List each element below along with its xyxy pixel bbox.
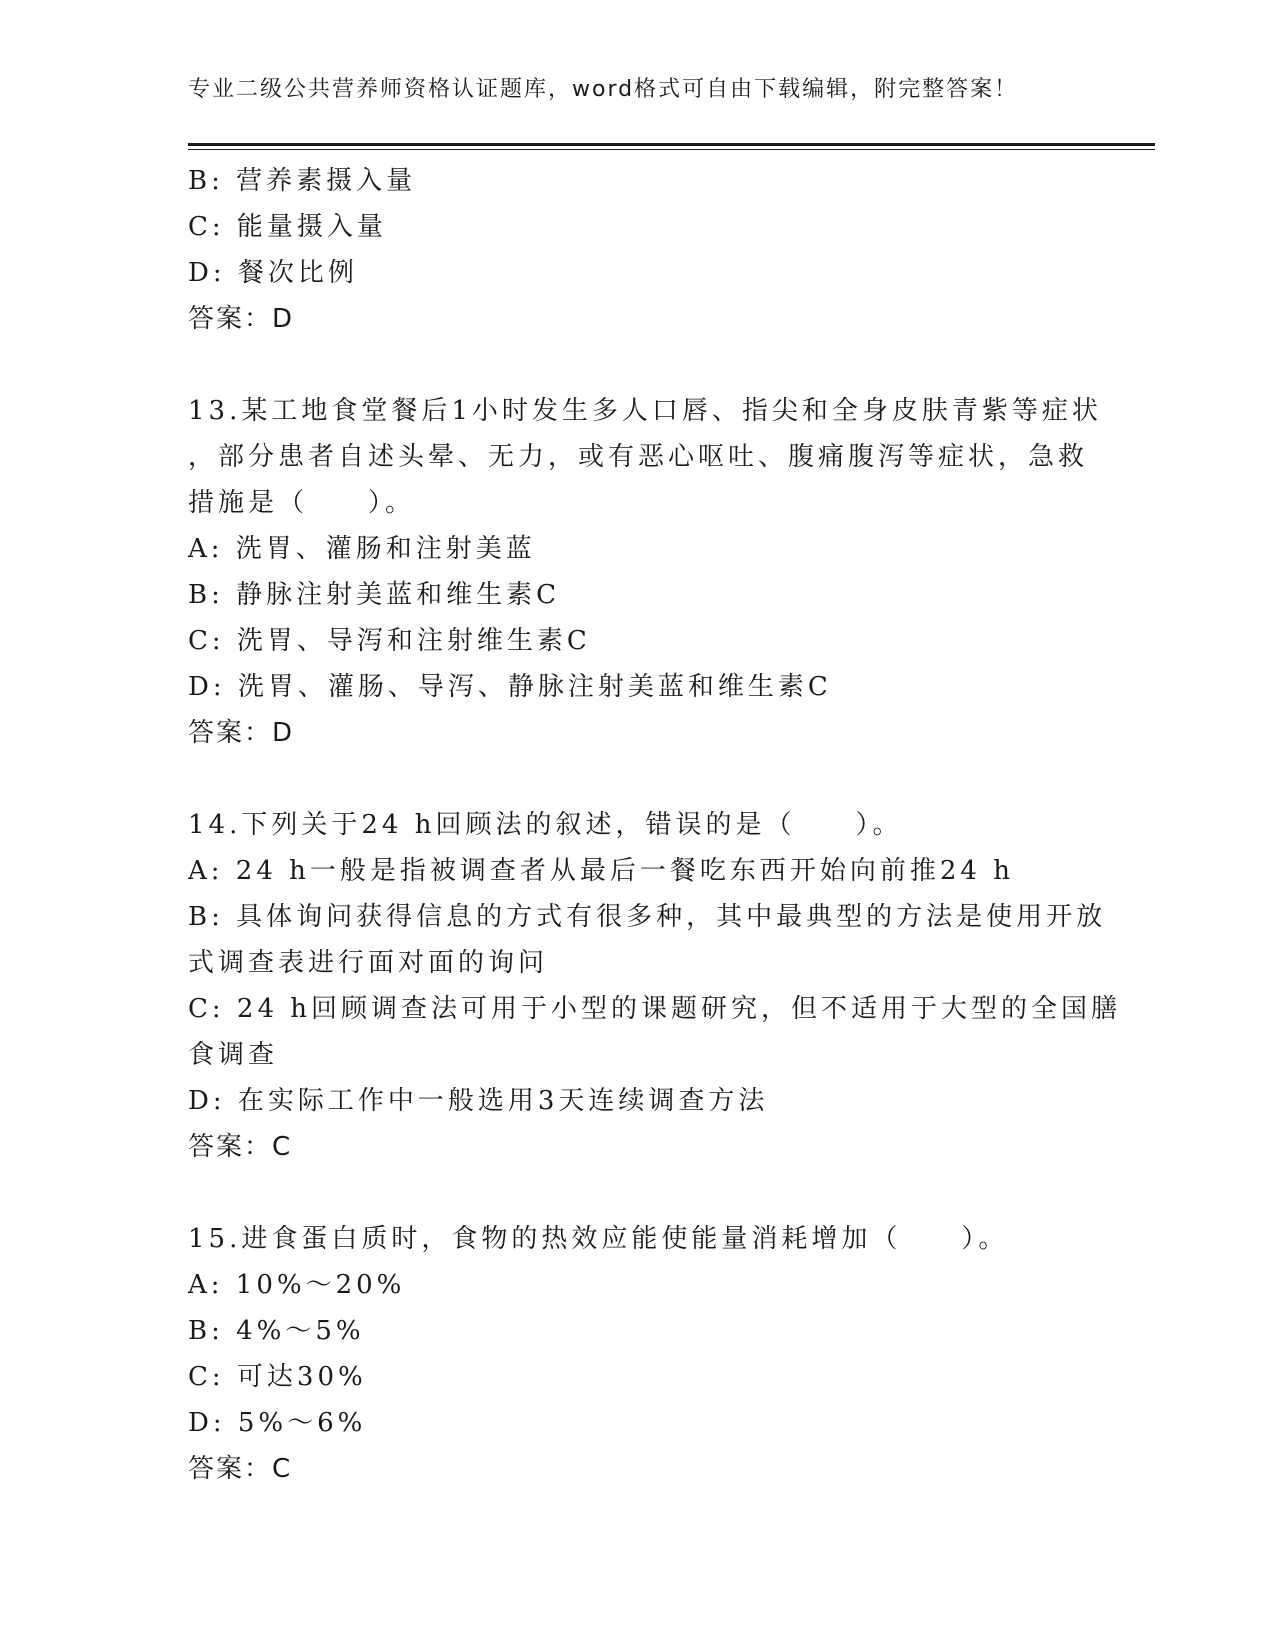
option-b: B: 营养素摄入量 (188, 166, 417, 196)
option-b: B: 静脉注射美蓝和维生素C (188, 580, 561, 610)
option-b: B: 具体询问获得信息的方式有很多种，其中最典型的方法是使用开放 (188, 902, 1107, 932)
option-c-continued: 食调查 (188, 1040, 279, 1070)
question-stem: 13.某工地食堂餐后1小时发生多人口唇、指尖和全身皮肤青紫等症状 (188, 396, 1102, 426)
option-b: B: 4%～5% (188, 1316, 365, 1346)
option-c: C: 能量摄入量 (188, 212, 387, 242)
option-c: C: 可达30% (188, 1362, 367, 1392)
option-d: D: 在实际工作中一般选用3天连续调查方法 (188, 1086, 769, 1116)
option-d: D: 洗胃、灌肠、导泻、静脉注射美蓝和维生素C (188, 672, 832, 702)
question-stem: 14.下列关于24 h回顾法的叙述，错误的是（ ）。 (188, 810, 903, 840)
option-b-continued: 式调查表进行面对面的询问 (188, 948, 549, 978)
question-stem: ，部分患者自述头晕、无力，或有恶心呕吐、腹痛腹泻等症状，急救 (188, 442, 1089, 472)
option-a: A: 10%～20% (188, 1270, 406, 1300)
answer: 答案：C (188, 1454, 293, 1484)
header-rule (188, 143, 1155, 146)
option-d: D: 5%～6% (188, 1408, 367, 1438)
question-stem: 措施是（ ）。 (188, 488, 416, 518)
answer: 答案：D (188, 718, 295, 748)
option-c: C: 24 h回顾调查法可用于小型的课题研究，但不适用于大型的全国膳 (188, 994, 1122, 1024)
answer: 答案：C (188, 1132, 293, 1162)
question-15 (188, 1216, 1088, 1492)
option-a: A: 24 h一般是指被调查者从最后一餐吃东西开始向前推24 h (188, 856, 1014, 886)
answer: 答案：D (188, 304, 295, 334)
document-body (188, 158, 1122, 1492)
question-stem: 15.进食蛋白质时，食物的热效应能使能量消耗增加（ ）。 (188, 1224, 1009, 1254)
question-14 (188, 802, 1122, 1170)
option-d: D: 餐次比例 (188, 258, 358, 288)
option-c: C: 洗胃、导泻和注射维生素C (188, 626, 591, 656)
continued-question (188, 158, 1088, 342)
option-a: A: 洗胃、灌肠和注射美蓝 (188, 534, 536, 564)
question-13 (188, 388, 1102, 756)
header-rule-thin (188, 149, 1155, 150)
page-header: 专业二级公共营养师资格认证题库，word格式可自由下载编辑，附完整答案！ (188, 77, 1019, 102)
